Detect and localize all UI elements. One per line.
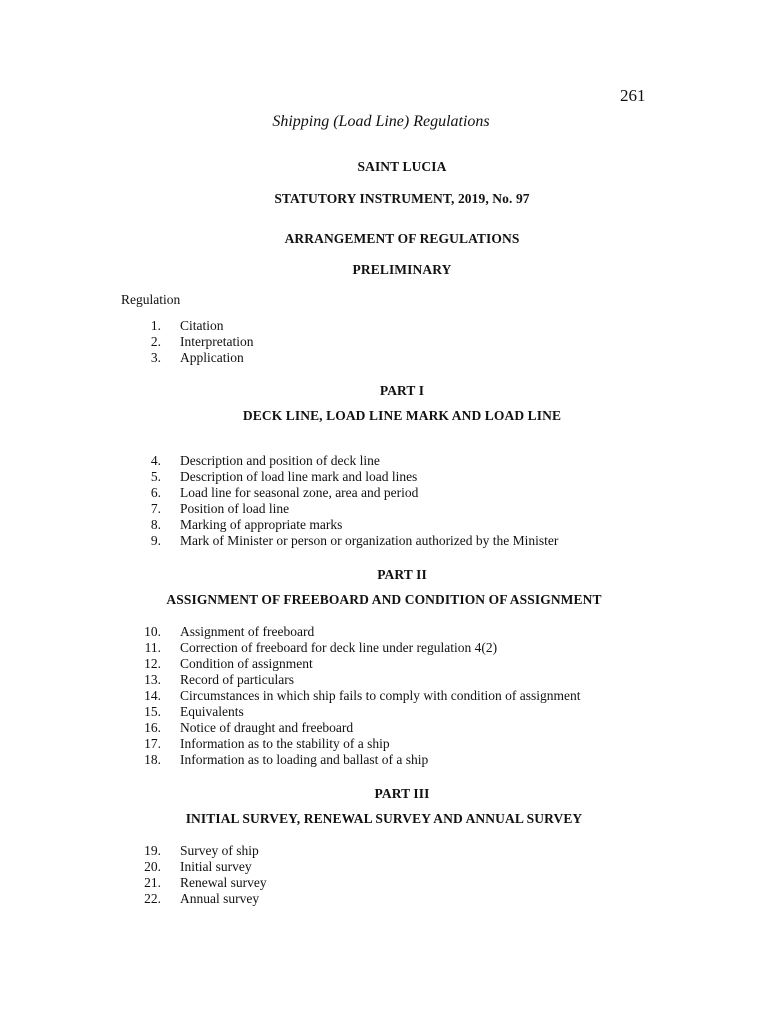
item-number: 7. <box>150 501 161 516</box>
item-number: 1. <box>150 318 161 333</box>
list-item <box>0 334 768 350</box>
list-item <box>0 533 768 549</box>
item-text: Survey of ship <box>180 843 259 858</box>
item-text: Equivalents <box>180 704 244 719</box>
part-3-label: PART III <box>374 786 430 801</box>
page-number: 261 <box>620 86 646 105</box>
item-text: Renewal survey <box>180 875 267 890</box>
item-number: 20. <box>144 859 161 874</box>
item-text: Marking of appropriate marks <box>180 517 343 532</box>
list-item <box>0 656 768 672</box>
item-text: Notice of draught and freeboard <box>180 720 354 735</box>
item-text: Load line for seasonal zone, area and period <box>180 485 419 500</box>
item-text: Assignment of freeboard <box>180 624 315 639</box>
list-item <box>0 859 768 875</box>
item-number: 14. <box>144 688 161 703</box>
item-number: 21. <box>144 875 161 890</box>
item-number: 11. <box>144 640 161 655</box>
item-number: 4. <box>150 453 161 468</box>
item-number: 12. <box>144 656 161 671</box>
list-item <box>0 843 768 859</box>
item-number: 2. <box>150 334 161 349</box>
item-number: 16. <box>144 720 161 735</box>
item-text: Circumstances in which ship fails to comply with condition of assignment <box>180 688 581 703</box>
list-item <box>0 720 768 736</box>
list-item <box>0 453 768 469</box>
item-text: Position of load line <box>180 501 290 516</box>
item-text: Information as to the stability of a ship <box>180 736 390 751</box>
item-text: Information as to loading and ballast of a ship <box>180 752 429 767</box>
preliminary-heading: PRELIMINARY <box>352 262 452 277</box>
item-number: 17. <box>144 736 161 751</box>
list-item <box>0 704 768 720</box>
item-number: 19. <box>144 843 161 858</box>
list-item <box>0 485 768 501</box>
list-item <box>0 640 768 656</box>
instrument-heading: STATUTORY INSTRUMENT, 2019, No. 97 <box>274 191 530 206</box>
list-item <box>0 736 768 752</box>
item-number: 15. <box>144 704 161 719</box>
item-text: Initial survey <box>180 859 252 874</box>
list-item <box>0 624 768 640</box>
item-text: Description and position of deck line <box>180 453 380 468</box>
item-text: Interpretation <box>180 334 254 349</box>
item-text: Record of particulars <box>180 672 294 687</box>
item-text: Annual survey <box>180 891 260 906</box>
regulation-label: Regulation <box>121 292 181 307</box>
country-heading: SAINT LUCIA <box>357 159 447 174</box>
item-number: 18. <box>144 752 161 767</box>
arrangement-heading: ARRANGEMENT OF REGULATIONS <box>284 231 520 246</box>
item-number: 5. <box>150 469 161 484</box>
item-number: 9. <box>150 533 161 548</box>
list-item <box>0 318 768 334</box>
list-item <box>0 752 768 768</box>
part-1-title: DECK LINE, LOAD LINE MARK AND LOAD LINE <box>242 408 562 423</box>
list-item <box>0 517 768 533</box>
item-number: 22. <box>144 891 161 906</box>
list-item <box>0 688 768 704</box>
item-number: 8. <box>150 517 161 532</box>
list-item <box>0 672 768 688</box>
item-number: 3. <box>150 350 161 365</box>
part-2-label: PART II <box>377 567 427 582</box>
item-text: Application <box>180 350 244 365</box>
item-text: Description of load line mark and load lines <box>180 469 418 484</box>
list-item <box>0 501 768 517</box>
part-2-title: ASSIGNMENT OF FREEBOARD AND CONDITION OF ASSIGNMENT <box>166 592 602 607</box>
list-item <box>0 875 768 891</box>
part-1-label: PART I <box>379 383 425 398</box>
item-text: Condition of assignment <box>180 656 313 671</box>
item-number: 10. <box>144 624 161 639</box>
list-item <box>0 891 768 907</box>
part-3-title: INITIAL SURVEY, RENEWAL SURVEY AND ANNUAL SURVEY <box>185 811 583 826</box>
item-text: Citation <box>180 318 224 333</box>
list-item <box>0 350 768 366</box>
item-number: 6. <box>150 485 161 500</box>
list-item <box>0 469 768 485</box>
item-text: Mark of Minister or person or organization authorized by the Minister <box>180 533 559 548</box>
item-number: 13. <box>144 672 161 687</box>
running-title: Shipping (Load Line) Regulations <box>272 113 490 130</box>
item-text: Correction of freeboard for deck line under regulation 4(2) <box>180 640 498 655</box>
